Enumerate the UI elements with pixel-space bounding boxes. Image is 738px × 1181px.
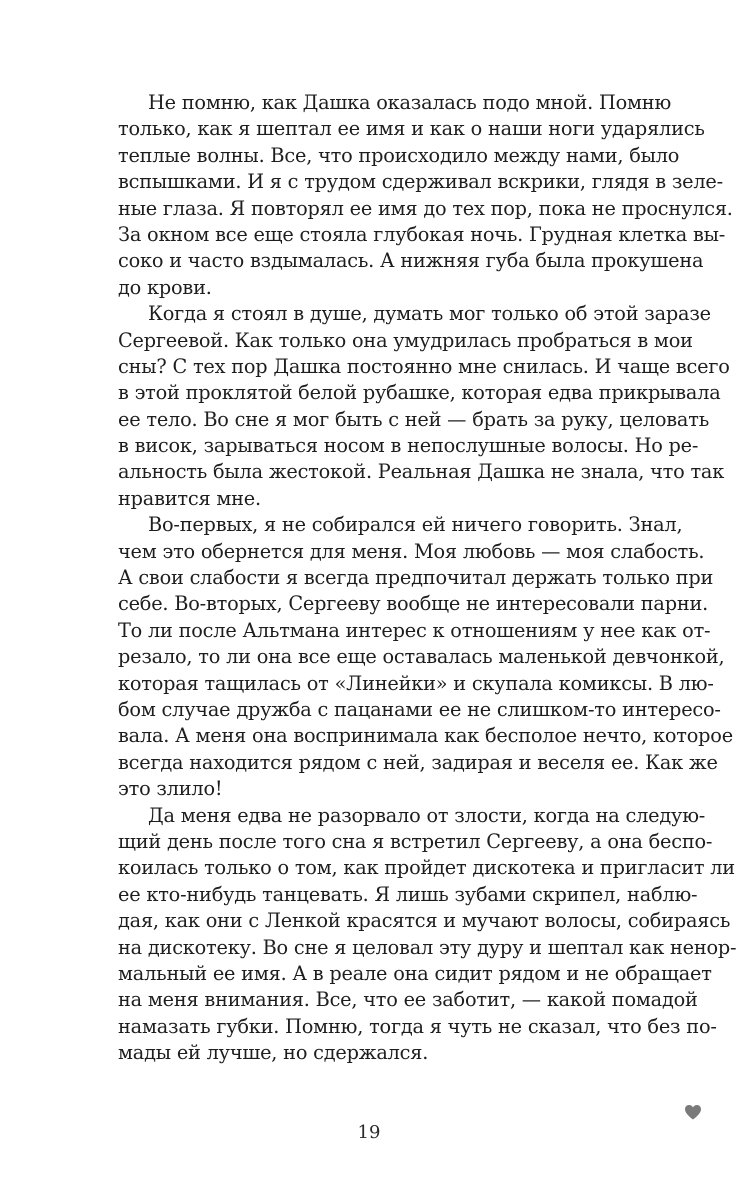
text-line: теплые волны. Все, что происходило между нами, было bbox=[118, 143, 680, 167]
text-line: мады ей лучше, но сдержался. bbox=[118, 1041, 429, 1065]
text-line: резало, то ли она все еще оставалась маленькой девчонкой, bbox=[118, 645, 725, 669]
text-line: альность была жестокой. Реальная Дашка не знала, что так bbox=[118, 460, 725, 484]
text-line: Во-первых, я не собирался ей ничего говорить. Знал, bbox=[148, 513, 683, 537]
text-line: вала. А меня она воспринимала как бесполое нечто, которое bbox=[118, 724, 733, 748]
text-line: всегда находится рядом с ней, задирая и веселя ее. Как же bbox=[118, 750, 718, 774]
book-page-text bbox=[88, 90, 737, 1066]
text-line: За окном все еще стояла глубокая ночь. Грудная клетка вы- bbox=[118, 222, 726, 246]
text-line: чем это обернется для меня. Моя любовь — моя слабость. bbox=[118, 539, 705, 563]
text-line: нравится мне. bbox=[118, 486, 261, 510]
text-line: намазать губки. Помню, тогда я чуть не сказал, что без по- bbox=[118, 1014, 717, 1038]
text-line: на меня внимания. Все, что ее заботит, — какой помадой bbox=[118, 988, 698, 1012]
text-line: дая, как они с Ленкой красятся и мучают волосы, собираясь bbox=[118, 909, 731, 933]
heart-icon bbox=[684, 1104, 702, 1120]
text-line: это злило! bbox=[118, 777, 223, 801]
text-line: То ли после Альтмана интерес к отношениям у нее как от- bbox=[118, 618, 711, 642]
text-line: только, как я шептал ее имя и как о наши ноги ударялись bbox=[118, 117, 705, 141]
paragraph bbox=[88, 90, 733, 301]
text-line: ее тело. Во сне я мог быть с ней — брать за руку, целовать bbox=[118, 407, 709, 431]
text-line: Да меня едва не разорвало от злости, когда на следую- bbox=[148, 803, 706, 827]
text-line: в этой проклятой белой рубашке, которая едва прикрывала bbox=[118, 381, 721, 405]
text-line: вспышками. И я с трудом сдерживал вскрики, глядя в зеле- bbox=[118, 170, 723, 194]
text-line: Когда я стоял в душе, думать мог только об этой заразе bbox=[148, 302, 711, 326]
paragraph bbox=[88, 301, 730, 512]
text-line: ные глаза. Я повторял ее имя до тех пор, пока не проснулся. bbox=[118, 196, 733, 220]
paragraph bbox=[88, 803, 737, 1067]
text-line: себе. Во-вторых, Сергееву вообще не интересовали парни. bbox=[118, 592, 709, 616]
text-line: бом случае дружба с пацанами ее не слишком-то интересо- bbox=[118, 697, 721, 721]
text-line: А свои слабости я всегда предпочитал держать только при bbox=[118, 566, 714, 590]
page-number: 19 bbox=[357, 1122, 381, 1143]
text-line: соко и часто вздымалась. А нижняя губа была прокушена bbox=[118, 249, 704, 273]
text-line: Не помню, как Дашка оказалась подо мной. Помню bbox=[148, 91, 672, 114]
text-line: на дискотеку. Во сне я целовал эту дуру и шептал как ненор- bbox=[118, 935, 737, 959]
text-line: Сергеевой. Как только она умудрилась пробраться в мои bbox=[118, 328, 693, 352]
text-line: щий день после того сна я встретил Сергееву, а она беспо- bbox=[118, 829, 713, 853]
text-line: мальный ее имя. А в реале она сидит рядом и не обращает bbox=[118, 961, 712, 985]
text-line: сны? С тех пор Дашка постоянно мне снилась. И чаще всего bbox=[118, 354, 730, 378]
text-line: до крови. bbox=[118, 275, 212, 299]
text-line: ее кто-нибудь танцевать. Я лишь зубами скрипел, наблю- bbox=[118, 882, 698, 906]
text-line: которая тащилась от «Линейки» и скупала комиксы. В лю- bbox=[118, 671, 714, 695]
paragraph bbox=[88, 512, 733, 802]
text-line: в висок, зарываться носом в непослушные волосы. Но ре- bbox=[118, 434, 699, 458]
text-line: коилась только о том, как пройдет дискотека и пригласит ли bbox=[118, 856, 735, 880]
